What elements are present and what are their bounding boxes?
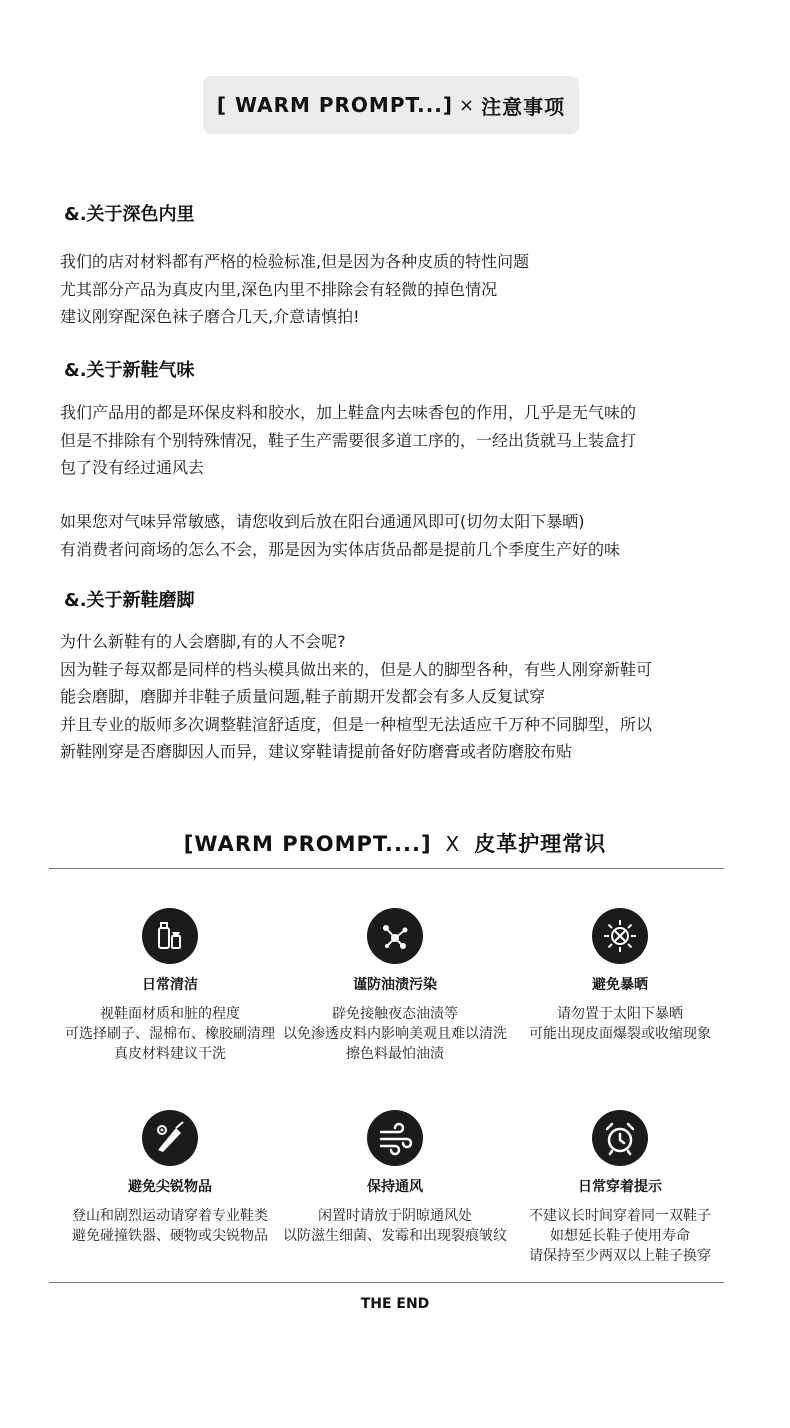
- badge-chinese: 注意事项: [481, 94, 566, 119]
- care-header-english: [WARM PROMPT....]: [183, 832, 432, 856]
- body-line: 能会磨脚，磨脚并非鞋子质量问题,鞋子前期开发都会有多人反复试穿: [60, 687, 546, 706]
- body-line: 并且专业的版师多次调整鞋渲舒适度，但是一种楦型无法适应千万种不同脚型，所以: [60, 714, 653, 734]
- badge-separator: ×: [459, 94, 476, 116]
- body-line: 建议刚穿配深色袜子磨合几天,介意请慎拍!: [60, 307, 360, 326]
- divider-top: [49, 868, 724, 869]
- body-line: 包了没有经过通风去: [60, 458, 205, 477]
- care-card-avoid-sun: [490, 908, 750, 1044]
- card-desc: [490, 1004, 750, 1044]
- body-line: 如果您对气味异常敏感，请您收到后放在阳台通通风即可(切勿太阳下暴晒): [60, 512, 585, 531]
- section-body-2: [60, 508, 620, 563]
- care-header-separator: X: [445, 832, 461, 856]
- card-desc: [265, 1004, 525, 1064]
- desc-line: 真皮材料建议干洗: [114, 1046, 226, 1062]
- body-line: 尤其部分产品为真皮内里,深色内里不排除会有轻微的掉色情况: [60, 279, 498, 299]
- wind-ventilation-icon: [367, 1110, 423, 1166]
- body-line: 我们产品用的都是环保皮料和胶水，加上鞋盒内去味香包的作用，几乎是无气味的: [60, 403, 637, 422]
- desc-line: 请保持至少两双以上鞋子换穿: [529, 1248, 711, 1264]
- alarm-clock-icon: [592, 1110, 648, 1166]
- desc-line: 可选择刷子、湿棉布、橡胶刷清理: [65, 1026, 275, 1042]
- section-dark-lining: [60, 200, 750, 326]
- card-desc: [490, 1206, 750, 1266]
- card-title: 日常穿着提示: [578, 1179, 662, 1195]
- desc-line: 擦色料最怕油渍: [346, 1046, 444, 1062]
- section-new-shoe-smell: [60, 356, 750, 559]
- care-card-ventilation: [265, 1110, 525, 1246]
- desc-line: 不建议长时间穿着同一双鞋子: [529, 1208, 711, 1224]
- body-line: 新鞋刚穿是否磨脚因人而异，建议穿鞋请提前备好防磨膏或者防磨胶布贴: [60, 742, 573, 761]
- oil-stain-splash-icon: [367, 908, 423, 964]
- desc-line: 如想延长鞋子使用寿命: [550, 1228, 690, 1244]
- desc-line: 视鞋面材质和脏的程度: [100, 1006, 240, 1022]
- section-title: &.关于新鞋气味: [64, 360, 195, 381]
- section-body: [60, 248, 529, 331]
- divider-bottom: [49, 1282, 724, 1283]
- section-title: &.关于新鞋磨脚: [64, 590, 195, 611]
- card-desc: [40, 1206, 300, 1246]
- card-title: 保持通风: [367, 1179, 423, 1195]
- body-line: 因为鞋子每双都是同样的档头模具做出来的，但是人的脚型各种，有些人刚穿新鞋可: [60, 659, 653, 679]
- body-line: 我们的店对材料都有严格的检验标准,但是因为各种皮质的特性问题: [60, 252, 530, 271]
- body-line: 但是不排除有个别特殊情况，鞋子生产需要很多道工序的，一经出货就马上装盒打: [60, 430, 637, 450]
- desc-line: 避免碰撞铁器、硬物或尖锐物品: [72, 1228, 268, 1244]
- the-end-label: THE END: [360, 1296, 430, 1312]
- section-title: &.关于深色内里: [64, 204, 195, 225]
- care-card-oil-stain: [265, 908, 525, 1064]
- no-sun-icon: [592, 908, 648, 964]
- card-desc: [265, 1206, 525, 1246]
- body-line: 有消费者问商场的怎么不会，那是因为实体店货品都是提前几个季度生产好的味: [60, 539, 621, 559]
- badge-english: [ WARM PROMPT...]: [216, 93, 454, 117]
- section-body: [60, 628, 652, 766]
- care-header-chinese: 皮革护理常识: [474, 832, 607, 856]
- section-body: [60, 399, 636, 482]
- cleaning-bottles-icon: [142, 908, 198, 964]
- desc-line: 登山和剧烈运动请穿着专业鞋类: [72, 1208, 268, 1224]
- desc-line: 以防滋生细菌、发霉和出现裂痕皱纹: [283, 1228, 507, 1244]
- sharp-blade-icon: [142, 1110, 198, 1166]
- section-new-shoe-rubbing: [60, 586, 750, 761]
- card-desc: [40, 1004, 300, 1064]
- care-card-daily-wear: [490, 1110, 750, 1266]
- card-title: 谨防油渍污染: [353, 977, 437, 993]
- card-title: 避免暴晒: [592, 977, 648, 993]
- care-card-sharp-objects: [40, 1110, 300, 1246]
- warm-prompt-badge: [203, 76, 579, 134]
- body-line: 为什么新鞋有的人会磨脚,有的人不会呢?: [60, 632, 346, 651]
- leather-care-header: [0, 828, 790, 858]
- desc-line: 辟免接触夜态油渍等: [332, 1006, 458, 1022]
- card-title: 避免尖锐物品: [128, 1179, 212, 1195]
- care-card-daily-cleaning: [40, 908, 300, 1064]
- desc-line: 请勿置于太阳下暴晒: [557, 1006, 683, 1022]
- desc-line: 可能出现皮面爆裂或收缩现象: [529, 1026, 711, 1042]
- desc-line: 闲置时请放于阴晾通风处: [318, 1208, 472, 1224]
- desc-line: 以免渗透皮料内影响美观且难以清洗: [283, 1026, 507, 1042]
- card-title: 日常清洁: [142, 977, 198, 993]
